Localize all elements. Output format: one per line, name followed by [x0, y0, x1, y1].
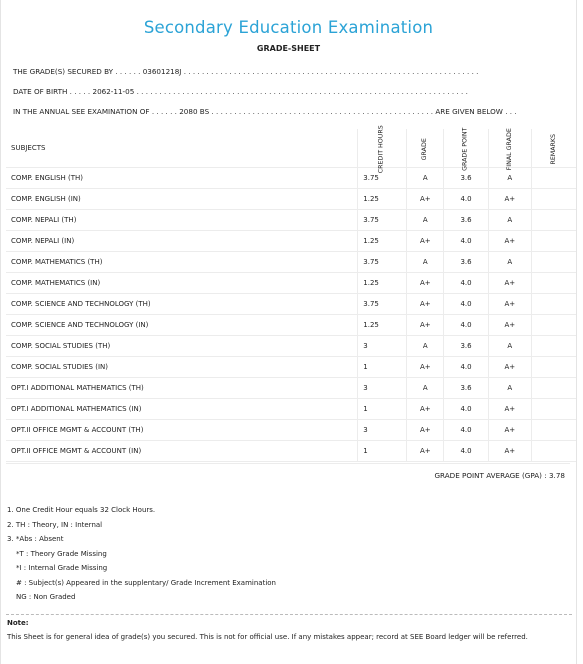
table-row	[6, 441, 576, 462]
table-row	[6, 168, 576, 189]
grade-point-cell: 4.0	[444, 231, 488, 252]
grade-cell: A	[407, 168, 444, 189]
grade-cell: A+	[407, 357, 444, 378]
page-subtitle: GRADE-SHEET	[256, 44, 321, 53]
grade-cell: A+	[407, 315, 444, 336]
secured-by-label: THE GRADE(S) SECURED BY	[13, 67, 114, 76]
page-title: Secondary Education Examination	[143, 18, 434, 37]
remarks-cell	[531, 399, 576, 420]
final-grade-cell: A	[488, 336, 531, 357]
final-grade-cell: A	[488, 378, 531, 399]
gpa-summary	[434, 471, 565, 480]
remarks-cell	[531, 168, 576, 189]
credit-cell: 1.25	[358, 189, 407, 210]
grade-point-cell: 4.0	[444, 273, 488, 294]
table-row	[6, 378, 576, 399]
remarks-cell	[531, 231, 576, 252]
legend-item: # : Subject(s) Appeared in the supplentary/ Grade Increment Examination	[16, 578, 276, 587]
remarks-cell	[531, 210, 576, 231]
subject-cell: COMP. ENGLISH (IN)	[6, 189, 358, 210]
grade-point-cell: 3.6	[444, 168, 488, 189]
credit-cell: 1.25	[358, 273, 407, 294]
dob-label: DATE OF BIRTH	[13, 87, 68, 96]
exam-year: 2080 BS	[179, 107, 210, 116]
final-grade-cell: A+	[488, 357, 531, 378]
grade-point-cell: 4.0	[444, 294, 488, 315]
footer-note-heading: Note:	[7, 619, 29, 627]
header-credit: CREDIT HOURS	[358, 129, 407, 168]
dob-line: DATE OF BIRTH . . . . . 2062-11-05 . . . . . . . . . . . . . . . . . . . . . . . . . . . . . . . . . . . . . . . . . . . . . . . . . . . . . . . . . . . . . . . . . . . . . . . . .	[13, 87, 468, 96]
grade-cell: A+	[407, 273, 444, 294]
grade-point-cell: 3.6	[444, 252, 488, 273]
grade-cell: A+	[407, 420, 444, 441]
remarks-cell	[531, 315, 576, 336]
remarks-cell	[531, 294, 576, 315]
subject-cell: COMP. MATHEMATICS (IN)	[6, 273, 358, 294]
legend-item: *I : Internal Grade Missing	[16, 564, 108, 572]
final-grade-cell: A	[488, 210, 531, 231]
grade-cell: A+	[407, 189, 444, 210]
remarks-cell	[531, 378, 576, 399]
dob-value: 2062-11-05	[92, 87, 135, 96]
credit-cell: 1	[358, 441, 407, 462]
final-grade-cell: A+	[488, 441, 531, 462]
remarks-cell	[531, 336, 576, 357]
table-row	[6, 357, 576, 378]
credit-cell: 1	[358, 357, 407, 378]
header-grade-point: GRADE POINT	[444, 129, 488, 168]
subject-cell: COMP. NEPALI (TH)	[6, 210, 358, 231]
gpa-divider	[6, 463, 570, 464]
grade-cell: A	[407, 252, 444, 273]
subject-cell: OPT.II OFFICE MGMT & ACCOUNT (TH)	[6, 420, 358, 441]
notes-section	[7, 503, 276, 605]
credit-cell: 3.75	[358, 210, 407, 231]
credit-cell: 1.25	[358, 231, 407, 252]
grade-point-cell: 3.6	[444, 336, 488, 357]
table-row	[6, 189, 576, 210]
final-grade-cell: A+	[488, 294, 531, 315]
table-row	[6, 420, 576, 441]
note-item: 2. TH : Theory, IN : Internal	[7, 520, 103, 529]
credit-cell: 1	[358, 399, 407, 420]
remarks-cell	[531, 273, 576, 294]
grade-cell: A+	[407, 294, 444, 315]
credit-cell: 3.75	[358, 294, 407, 315]
credit-cell: 3	[358, 420, 407, 441]
header-remarks: REMARKS	[531, 129, 576, 168]
grade-cell: A	[407, 336, 444, 357]
remarks-cell	[531, 252, 576, 273]
gpa-value: 3.78	[548, 471, 565, 480]
grade-point-cell: 3.6	[444, 378, 488, 399]
table-row	[6, 336, 576, 357]
credit-cell: 3.75	[358, 252, 407, 273]
final-grade-cell: A+	[488, 399, 531, 420]
final-grade-cell: A+	[488, 189, 531, 210]
table-row	[6, 231, 576, 252]
subject-cell: COMP. NEPALI (IN)	[6, 231, 358, 252]
subject-cell: COMP. MATHEMATICS (TH)	[6, 252, 358, 273]
symbol-number: 03601218J	[142, 67, 182, 76]
grade-point-cell: 4.0	[444, 441, 488, 462]
subject-cell: OPT.I ADDITIONAL MATHEMATICS (IN)	[6, 399, 358, 420]
grades-table	[6, 125, 576, 462]
legend-item: *T : Theory Grade Missing	[16, 549, 107, 558]
grade-point-cell: 4.0	[444, 189, 488, 210]
credit-cell: 3.75	[358, 168, 407, 189]
gpa-label: GRADE POINT AVERAGE (GPA) :	[434, 471, 547, 480]
exam-line: IN THE ANNUAL SEE EXAMINATION OF . . . . . . 2080 BS . . . . . . . . . . . . . . . . . . . . . . . . . . . . . . . . . . . . . . . . . . . . . . . . . ARE GIVEN BELOW . . .	[13, 107, 517, 116]
subject-cell: OPT.II OFFICE MGMT & ACCOUNT (IN)	[6, 441, 358, 462]
grades-body	[6, 168, 576, 462]
final-grade-cell: A	[488, 252, 531, 273]
subject-cell: COMP. ENGLISH (TH)	[6, 168, 358, 189]
exam-label: IN THE ANNUAL SEE EXAMINATION OF	[13, 107, 150, 116]
grade-point-cell: 3.6	[444, 210, 488, 231]
header-subjects: SUBJECTS	[6, 129, 358, 168]
table-header-row	[6, 129, 576, 168]
grade-cell: A+	[407, 231, 444, 252]
grade-point-cell: 4.0	[444, 315, 488, 336]
final-grade-cell: A+	[488, 273, 531, 294]
subject-cell: OPT.I ADDITIONAL MATHEMATICS (TH)	[6, 378, 358, 399]
header-grade: GRADE	[407, 129, 444, 168]
legend-item: NG : Non Graded	[16, 593, 76, 601]
final-grade-cell: A+	[488, 231, 531, 252]
table-row	[6, 252, 576, 273]
remarks-cell	[531, 357, 576, 378]
final-grade-cell: A	[488, 168, 531, 189]
credit-cell: 3	[358, 378, 407, 399]
table-row	[6, 273, 576, 294]
final-grade-cell: A+	[488, 420, 531, 441]
grade-cell: A	[407, 378, 444, 399]
grade-point-cell: 4.0	[444, 357, 488, 378]
grade-cell: A+	[407, 399, 444, 420]
header-final-grade: FINAL GRADE	[488, 129, 531, 168]
table-row	[6, 399, 576, 420]
secured-by-line: THE GRADE(S) SECURED BY . . . . . . 03601218J . . . . . . . . . . . . . . . . . . . . . . . . . . . . . . . . . . . . . . . . . . . . . . . . . . . . . . . . . . . . . . . . .	[13, 67, 479, 76]
grade-cell: A+	[407, 441, 444, 462]
final-grade-cell: A+	[488, 315, 531, 336]
grade-cell: A	[407, 210, 444, 231]
table-row	[6, 315, 576, 336]
subject-cell: COMP. SOCIAL STUDIES (TH)	[6, 336, 358, 357]
subject-cell: COMP. SOCIAL STUDIES (IN)	[6, 357, 358, 378]
footer-divider	[6, 614, 572, 615]
grade-point-cell: 4.0	[444, 420, 488, 441]
footer-note-text: This Sheet is for general idea of grade(s) you secured. This is not for official use. If any mistakes appear; record at SEE Board ledger will be referred.	[7, 633, 528, 641]
subject-cell: COMP. SCIENCE AND TECHNOLOGY (IN)	[6, 315, 358, 336]
exam-suffix: ARE GIVEN BELOW	[435, 107, 503, 116]
table-row	[6, 210, 576, 231]
note-item: 3. *Abs : Absent	[7, 535, 64, 543]
grade-point-cell: 4.0	[444, 399, 488, 420]
remarks-cell	[531, 441, 576, 462]
credit-cell: 1.25	[358, 315, 407, 336]
subject-cell: COMP. SCIENCE AND TECHNOLOGY (TH)	[6, 294, 358, 315]
remarks-cell	[531, 420, 576, 441]
table-row	[6, 294, 576, 315]
remarks-cell	[531, 189, 576, 210]
credit-cell: 3	[358, 336, 407, 357]
note-item: 1. One Credit Hour equals 32 Clock Hours.	[7, 506, 156, 514]
